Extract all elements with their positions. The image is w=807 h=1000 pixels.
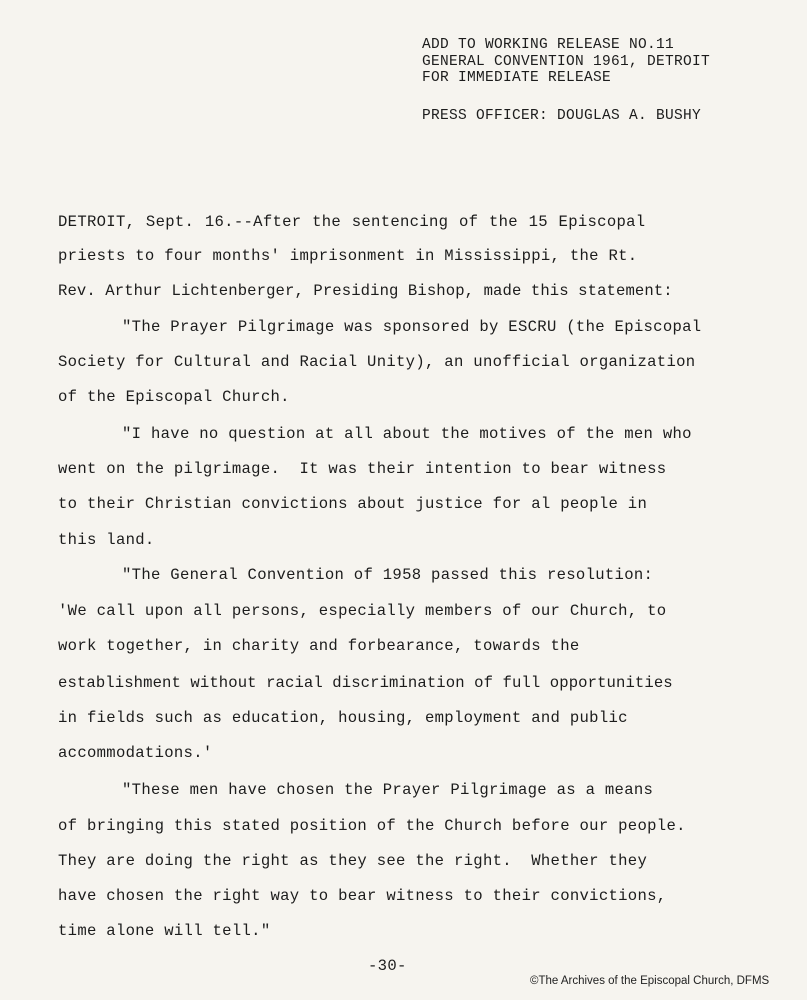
body-line: this land. <box>58 531 155 549</box>
copyright-notice: ©The Archives of the Episcopal Church, DFMS <box>530 975 770 987</box>
body-line: establishment without racial discrimination of full opportunities <box>58 674 673 692</box>
body-line: "These men have chosen the Prayer Pilgrimage as a means <box>122 781 654 799</box>
body-line: in fields such as education, housing, employment and public <box>58 709 628 727</box>
convention-header-line: GENERAL CONVENTION 1961, DETROIT <box>422 54 711 70</box>
page-number: -30- <box>368 957 407 975</box>
body-line: "I have no question at all about the motives of the men who <box>122 425 692 443</box>
body-line: work together, in charity and forbearance, towards the <box>58 637 580 655</box>
body-line: went on the pilgrimage. It was their intention to bear witness <box>58 460 667 478</box>
body-line: DETROIT, Sept. 16.--After the sentencing of the 15 Episcopal <box>58 213 646 231</box>
body-line: priests to four months' imprisonment in Mississippi, the Rt. <box>58 247 638 265</box>
immediate-release-line: FOR IMMEDIATE RELEASE <box>422 70 612 86</box>
body-line: Society for Cultural and Racial Unity), an unofficial organization <box>58 353 696 371</box>
body-line: have chosen the right way to bear witness to their convictions, <box>58 887 667 905</box>
body-line: accommodations.' <box>58 744 213 762</box>
body-line: "The General Convention of 1958 passed this resolution: <box>122 566 654 584</box>
body-line: of the Episcopal Church. <box>58 388 290 406</box>
body-line: to their Christian convictions about justice for al people in <box>58 495 648 513</box>
body-line: "The Prayer Pilgrimage was sponsored by ESCRU (the Episcopal <box>122 318 702 336</box>
body-line: of bringing this stated position of the Church before our people. <box>58 817 686 835</box>
press-officer-line: PRESS OFFICER: DOUGLAS A. BUSHY <box>422 108 702 124</box>
body-line: Rev. Arthur Lichtenberger, Presiding Bishop, made this statement: <box>58 282 673 300</box>
release-header-line: ADD TO WORKING RELEASE NO.11 <box>422 37 675 53</box>
body-line: time alone will tell." <box>58 922 271 940</box>
body-line: They are doing the right as they see the right. Whether they <box>58 852 648 870</box>
body-line: 'We call upon all persons, especially members of our Church, to <box>58 602 667 620</box>
